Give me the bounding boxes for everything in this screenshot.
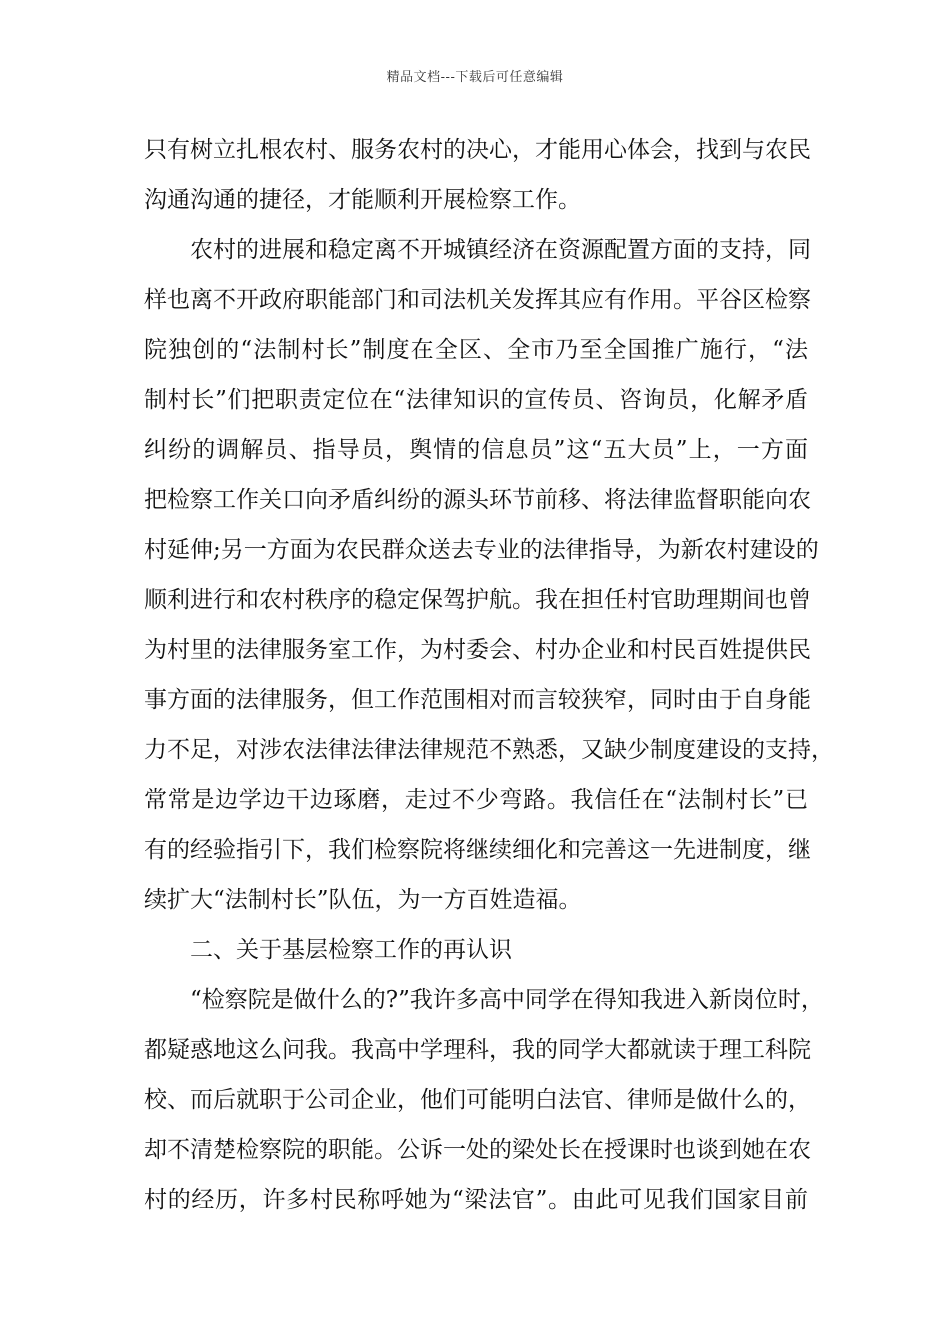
text-line: 村的经历，许多村民称呼她为“梁法官”。由此可见我们国家目前 — [144, 1187, 808, 1213]
text-line: 都疑惑地这么问我。我高中学理科，我的同学大都就读于理工科院 — [144, 1037, 811, 1063]
text-line: 为村里的法律服务室工作，为村委会、村办企业和村民百姓提供民 — [144, 637, 811, 663]
text-line: 常常是边学边干边琢磨，走过不少弯路。我信任在“法制村长”已 — [144, 787, 808, 813]
text-line: 顺利进行和农村秩序的稳定保驾护航。我在担任村官助理期间也曾 — [144, 587, 811, 613]
text-line: “检察院是做什么的?”我许多高中同学在得知我进入新岗位时， — [190, 987, 824, 1013]
page-header: 精品文档---下载后可任意编辑 — [386, 70, 564, 85]
text-line: 沟通沟通的捷径，才能顺利开展检察工作。 — [144, 187, 581, 213]
text-line: 院独创的“法制村长”制度在全区、全市乃至全国推广施行，“法 — [144, 337, 808, 363]
text-line: 农村的进展和稳定离不开城镇经济在资源配置方面的支持，同 — [190, 237, 811, 263]
text-line: 纠纷的调解员、指导员，舆情的信息员”这“五大员”上，一方面 — [144, 437, 808, 463]
section-heading: 二、关于基层检察工作的再认识 — [190, 937, 512, 963]
text-line: 力不足，对涉农法律法律法律规范不熟悉，又缺少制度建设的支持， — [144, 737, 834, 763]
text-line: 有的经验指引下，我们检察院将继续细化和完善这一先进制度，继 — [144, 837, 811, 863]
text-line: 校、而后就职于公司企业，他们可能明白法官、律师是做什么的， — [144, 1087, 811, 1113]
text-line: 续扩大“法制村长”队伍，为一方百姓造福。 — [144, 887, 582, 913]
text-line: 样也离不开政府职能部门和司法机关发挥其应有作用。平谷区检察 — [144, 287, 811, 313]
text-line: 村延伸;另一方面为农民群众送去专业的法律指导，为新农村建设的 — [144, 537, 819, 563]
text-line: 把检察工作关口向矛盾纠纷的源头环节前移、将法律监督职能向农 — [144, 487, 811, 513]
text-line: 制村长”们把职责定位在“法律知识的宣传员、咨询员，化解矛盾 — [144, 387, 808, 413]
text-line: 只有树立扎根农村、服务农村的决心，才能用心体会，找到与农民 — [144, 137, 811, 163]
text-line: 事方面的法律服务，但工作范围相对而言较狭窄，同时由于自身能 — [144, 687, 811, 713]
text-line: 却不清楚检察院的职能。公诉一处的梁处长在授课时也谈到她在农 — [144, 1137, 811, 1163]
document-body — [144, 132, 834, 1232]
